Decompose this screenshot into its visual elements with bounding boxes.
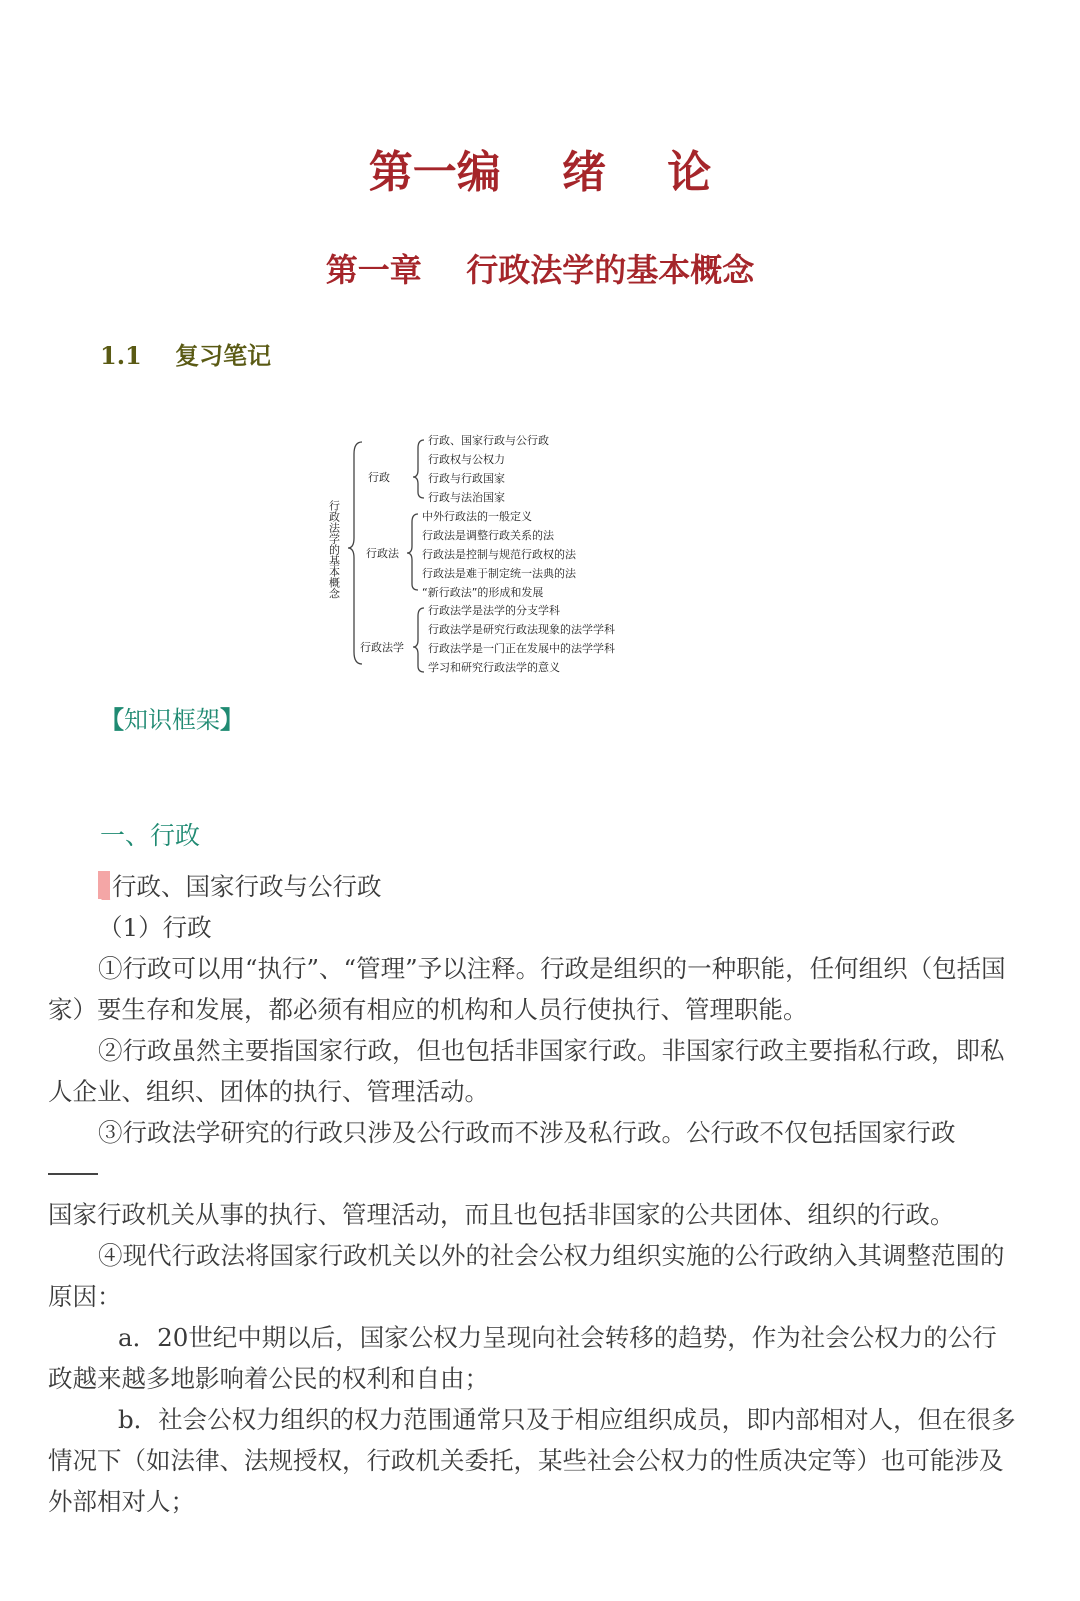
item-1-marker: 1 bbox=[98, 871, 110, 899]
diagram-leaf-item: 行政法学是一门正在发展中的法学学科 bbox=[428, 642, 615, 655]
diagram-leaf-item: 行政法是调整行政关系的法 bbox=[422, 529, 554, 542]
paragraph-1: ①行政可以用“执行”、“管理”予以注释。行政是组织的一种职能，任何组织（包括国家）要生存和发展，都必须有相应的机构和人员行使执行、管理职能。 bbox=[48, 954, 1006, 1024]
item-1-title-text: 行政、国家行政与公行政 bbox=[112, 872, 382, 901]
framework-open-bracket: 【 bbox=[100, 705, 124, 734]
diagram-leaf-item: 行政法学是研究行政法现象的法学学科 bbox=[428, 623, 615, 636]
paragraph-3a: ③行政法学研究的行政只涉及公行政而不涉及私行政。公行政不仅包括国家行政 bbox=[98, 1118, 956, 1147]
body-text bbox=[48, 866, 1018, 1522]
diagram-branch-label: 行政 bbox=[368, 471, 390, 484]
diagram-branch-label: 行政法学 bbox=[360, 641, 404, 654]
paragraph-2: ②行政虽然主要指国家行政，但也包括非国家行政。非国家行政主要指私行政，即私人企业、组织、团体的执行、管理活动。 bbox=[48, 1036, 1005, 1106]
diagram-leaf-item: 学习和研究行政法学的意义 bbox=[428, 661, 560, 674]
framework-close-bracket: 】 bbox=[220, 705, 244, 734]
diagram-root-label: 行政法学的基本概念 bbox=[327, 500, 341, 599]
diagram-leaf-item: 行政与法治国家 bbox=[428, 491, 505, 504]
em-dash-rule bbox=[48, 1153, 1018, 1194]
item-1-title bbox=[48, 866, 1018, 907]
chapter-title: 第一章 行政法学的基本概念 bbox=[325, 251, 755, 289]
paragraph-4: ④现代行政法将国家行政机关以外的社会公权力组织实施的公行政纳入其调整范围的原因： bbox=[48, 1241, 1005, 1311]
diagram-leaf-item: 行政法是难于制定统一法典的法 bbox=[422, 567, 576, 580]
part-title: 第一编 绪 论 bbox=[368, 147, 712, 198]
paragraph-3b: 国家行政机关从事的执行、管理活动，而且也包括非国家的公共团体、组织的行政。 bbox=[48, 1200, 955, 1229]
heading-administration: 一、行政 bbox=[100, 821, 201, 850]
diagram-leaf-item: 中外行政法的一般定义 bbox=[422, 510, 532, 523]
diagram-leaf-item: 行政权与公权力 bbox=[428, 453, 505, 466]
sub-heading-1: （1）行政 bbox=[98, 913, 212, 942]
diagram-branch-label: 行政法 bbox=[366, 547, 399, 560]
concept-diagram bbox=[320, 430, 680, 690]
diagram-leaf-item: “新行政法”的形成和发展 bbox=[422, 586, 544, 599]
diagram-leaf-item: 行政、国家行政与公行政 bbox=[428, 434, 549, 447]
diagram-leaf-item: 行政法学是法学的分支学科 bbox=[428, 604, 560, 617]
framework-label: 知识框架 bbox=[124, 706, 220, 734]
diagram-leaf-item: 行政与行政国家 bbox=[428, 472, 505, 485]
paragraph-b: b．社会公权力组织的权力范围通常只及于相应组织成员，即内部相对人，但在很多情况下（如法律、法规授权，行政机关委托，某些社会公权力的性质决定等）也可能涉及外部相对人； bbox=[48, 1405, 1016, 1516]
framework-heading bbox=[100, 700, 244, 735]
section-title: 1.1 复习笔记 bbox=[100, 341, 272, 370]
paragraph-a: a．20世纪中期以后，国家公权力呈现向社会转移的趋势，作为社会公权力的公行政越来越多地影响着公民的权利和自由； bbox=[48, 1323, 997, 1393]
diagram-leaf-item: 行政法是控制与规范行政权的法 bbox=[422, 548, 576, 561]
